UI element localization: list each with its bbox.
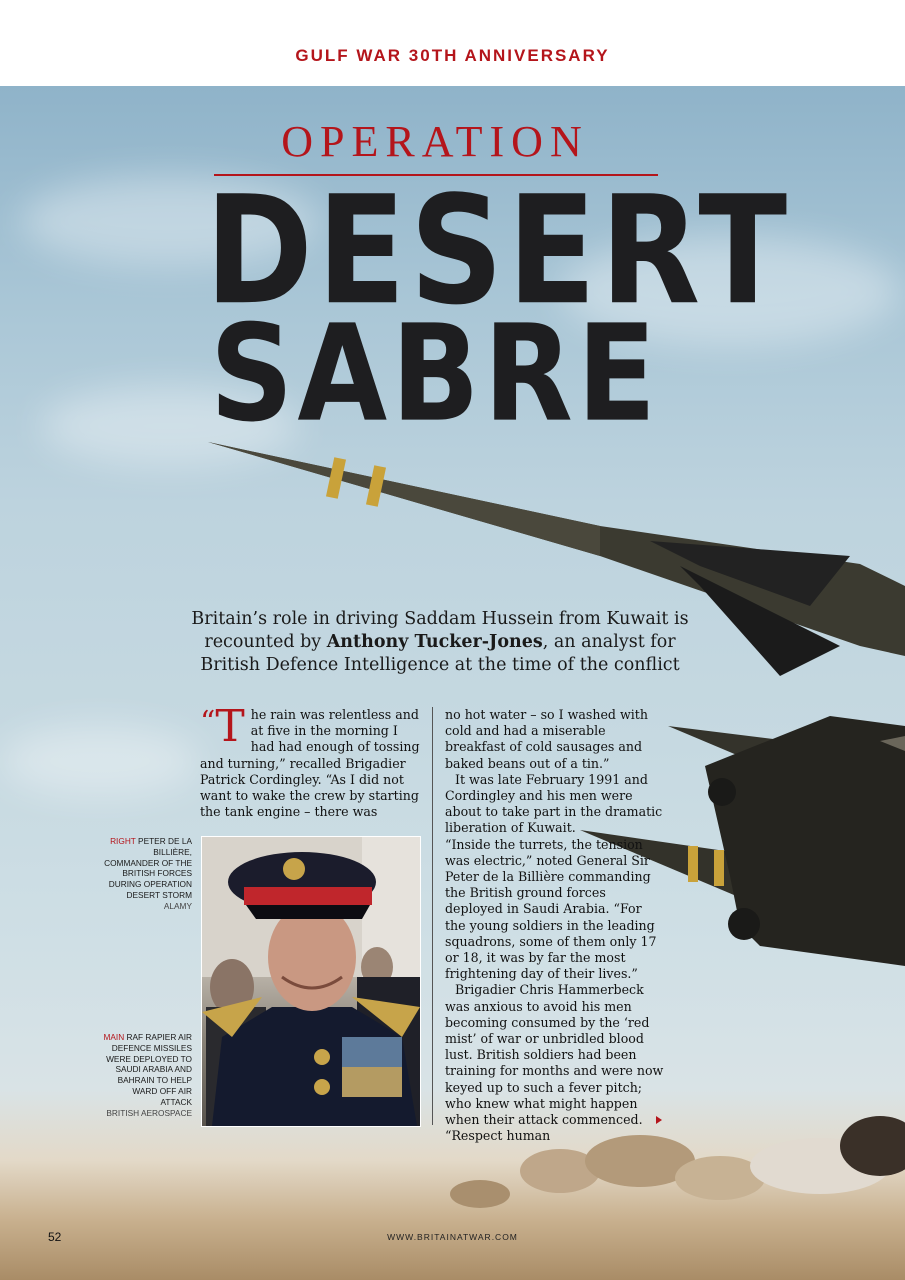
caption-credit: BRITISH AEROSPACE xyxy=(106,1107,192,1118)
standfirst-tail: , an analyst for British Defence Intelligence at the time of the conflict xyxy=(200,632,680,675)
title-desert: DESERT xyxy=(205,163,792,338)
paragraph xyxy=(200,701,422,820)
caption-text: RAF RAPIER AIR DEFENCE MISSILES WERE DEPLOYED TO SAUDI ARABIA AND BAHRAIN TO HELP WARD OFF AIR ATTACK xyxy=(106,1032,192,1107)
caption-label: MAIN xyxy=(103,1032,125,1042)
standfirst xyxy=(190,608,690,677)
title-operation: OPERATION xyxy=(281,117,589,166)
caption-text: PETER DE LA BILLIÈRE, COMMANDER OF THE BRITISH FORCES DURING OPERATION DESERT STORM xyxy=(104,836,192,900)
article-column-2 xyxy=(445,707,665,1144)
page-number: 52 xyxy=(48,1230,62,1244)
drop-cap-quote: “ xyxy=(200,705,216,740)
paragraph: “Inside the turrets, the tension was electric,” noted General Sir Peter de la Billière commanding the British ground forces deployed in Saudi Arabia. “For the young soldiers in the leading squadrons, some of them only 17 or 18, it was by far the most frightening day of their lives.” xyxy=(445,836,657,982)
author-name: Anthony Tucker-Jones xyxy=(326,632,543,652)
website-url: WWW.BRITAINATWAR.COM xyxy=(387,1232,518,1242)
continue-arrow-icon xyxy=(656,1116,662,1124)
inset-photo-portrait xyxy=(201,836,421,1127)
paragraph: no hot water – so I washed with cold and had a miserable breakfast of cold sausages and baked beans out of a tin.” xyxy=(445,707,648,771)
header-band xyxy=(0,0,905,86)
caption-main xyxy=(100,1032,192,1118)
drop-cap xyxy=(200,701,245,752)
standfirst-lead: Britain’s role in driving Saddam Hussein from Kuwait is recounted by xyxy=(191,609,689,652)
caption-credit: ALAMY xyxy=(163,900,192,911)
column-divider xyxy=(432,707,433,1125)
article-column-1 xyxy=(200,701,422,820)
paragraph: Brigadier Chris Hammerbeck was anxious to avoid his men becoming consumed by the ‘red mist’ of war or unbridled blood lust. British soldiers had been training for months and were now keyed up to such a fever pitch; who knew what might happen when their attack commenced. “Respect human xyxy=(445,982,664,1144)
paragraph-text: he rain was relentless and at five in the morning I had had enough of tossing and turning,” recalled Brigadier Patrick Cordingley. “As I did not want to wake the crew by starting the tank engine – there was xyxy=(200,707,420,820)
section-kicker: GULF WAR 30TH ANNIVERSARY xyxy=(295,46,610,65)
caption-right xyxy=(100,836,192,912)
drop-cap-letter: T xyxy=(215,701,245,752)
title-sabre: SABRE xyxy=(209,296,661,452)
caption-label: RIGHT xyxy=(110,836,136,846)
paragraph: It was late February 1991 and Cordingley and his men were about to take part in the dramatic liberation of Kuwait. xyxy=(445,771,663,836)
